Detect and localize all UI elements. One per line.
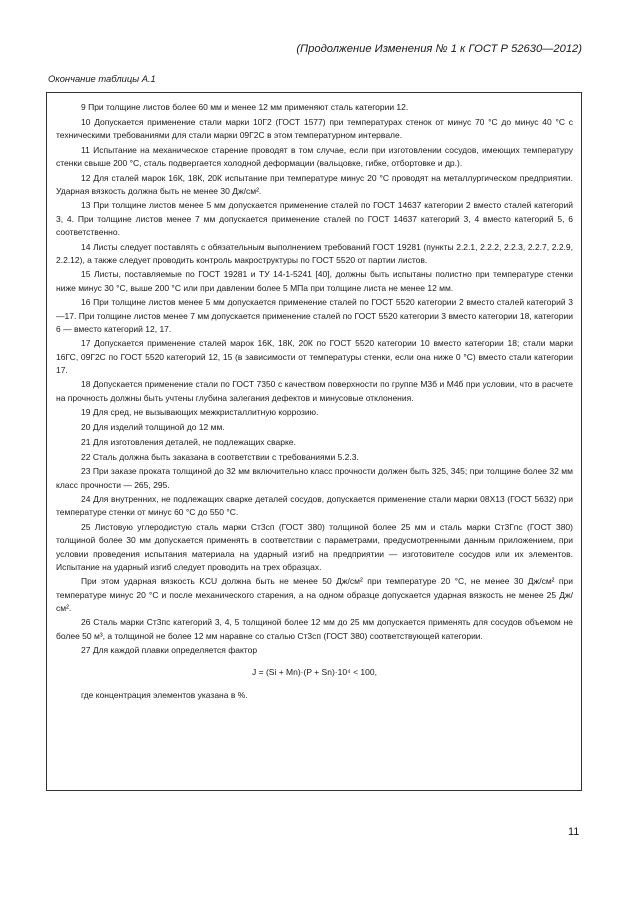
- note-10: 10 Допускается применение стали марки 10Г2 (ГОСТ 1577) при температурах стенок от минус 70 °С до минус 40 °С с техническими требованиями для стали марки 09Г2С в этом температурном интервале.: [56, 116, 573, 140]
- note-18: 18 Допускается применение стали по ГОСТ 7350 с качеством поверхности по группе М3б и М4б при условии, что в расчете на прочность должны быть учтены глубина залегания дефектов и минусовые отклонения.: [56, 379, 573, 403]
- notes-body: [56, 101, 573, 703]
- note-22: 22 Сталь должна быть заказана в соответствии с требованиями 5.2.3.: [81, 451, 359, 462]
- table-caption: Окончание таблицы А.1: [48, 73, 156, 84]
- note-21: 21 Для изготовления деталей, не подлежащих сварке.: [81, 436, 296, 447]
- note-25-continued: При этом ударная вязкость KCU должна быть не менее 50 Дж/см² при температуре 20 °С, не менее 30 Дж/см² при температуре минус 20 °С и после механического старения, а на одном образце допускается ударная вязкость не менее 25 Дж/см².: [56, 576, 573, 613]
- note-27: 27 Для каждой плавки определяется фактор: [81, 645, 258, 656]
- formula: J = (Si + Mn)·(P + Sn)·10⁴ < 100,: [252, 666, 377, 677]
- note-16: 16 При толщине листов менее 5 мм допускается применение сталей по ГОСТ 5520 категории 2 вместо сталей категорий 3—17. При толщине листов менее 7 мм допускается применение сталей по ГОСТ 5520 категории 3 вместо категории 18, категории 6 — вместо категорий 12, 17.: [56, 297, 573, 334]
- note-15: 15 Листы, поставляемые по ГОСТ 19281 и ТУ 14-1-5241 [40], должны быть испытаны полистно при температуре стенки ниже минус 30 °С, выше 200 °С или при давлении более 5 МПа при толщине листа не менее 12 мм.: [56, 269, 573, 293]
- note-17: 17 Допускается применение сталей марок 16К, 18К, 20К по ГОСТ 5520 категории 10 вместо категории 18; стали марки 16ГС, 09Г2С по ГОСТ 5520 категорий 12, 15 (в зависимости от температуры стенки, если она ниже 0 °С) вместо стали категории 17.: [56, 338, 573, 375]
- note-11: 11 Испытание на механическое старение проводят в том случае, если при изготовлении сосудов, имеющих температуру стенки свыше 200 °С, сталь подвергается холодной деформации (вальцовке, гибке, отбортовке и др.).: [56, 144, 573, 168]
- note-24: 24 Для внутренних, не подлежащих сварке деталей сосудов, допускается применение стали марки 08Х13 (ГОСТ 5632) при температуре стенки от минус 60 °С до 550 °С.: [56, 494, 573, 518]
- formula-note: где концентрация элементов указана в %.: [81, 689, 248, 700]
- page-header: (Продолжение Изменения № 1 к ГОСТ Р 52630—2012): [296, 43, 582, 55]
- note-12: 12 Для сталей марок 16К, 18К, 20К испытание при температуре минус 20 °С проводят на металлургическом предприятии. Ударная вязкость должна быть не менее 30 Дж/см².: [56, 172, 573, 196]
- note-13: 13 При толщине листов менее 5 мм допускается применение сталей по ГОСТ 14637 категории 2 вместо сталей категорий 3, 4. При толщине листов менее 7 мм допускается применение сталей по ГОСТ 14637 категорий 3, 4 вместо категорий 5, 6 соответственно.: [56, 200, 573, 237]
- note-23: 23 При заказе проката толщиной до 32 мм включительно класс прочности должен быть 325, 345; при толщине более 32 мм класс прочности — 265, 295.: [56, 466, 573, 490]
- note-26: 26 Сталь марки Ст3пс категорий 3, 4, 5 толщиной более 12 мм до 25 мм допускается применять для сосудов объемом не более 50 м³, а толщиной не более 12 мм наравне со сталью Ст3сп (ГОСТ 380) соответствующей категории.: [56, 617, 573, 641]
- note-25: 25 Листовую углеродистую сталь марки Ст3сп (ГОСТ 380) толщиной более 25 мм и сталь марки Ст3Гпс (ГОСТ 380) толщиной более 30 мм допускается применять в соответствии с параметрами, предусмотренными данным приложением, при условии проведения испытания материала на ударный изгиб на предприятии — изготовителе сосудов или их элементов. Испытание на ударный изгиб следует проводить на трех образцах.: [56, 522, 573, 572]
- note-20: 20 Для изделий толщиной до 12 мм.: [81, 422, 225, 433]
- note-14: 14 Листы следует поставлять с обязательным выполнением требований ГОСТ 19281 (пункты 2.2.1, 2.2.2, 2.2.3, 2.2.7, 2.2.9, 2.2.12), а также следует проводить контроль макроструктуры по ГОСТ 5520 от партии листов.: [56, 241, 573, 265]
- note-19: 19 Для сред, не вызывающих межкристаллитную коррозию.: [81, 407, 319, 418]
- note-9: 9 При толщине листов более 60 мм и менее 12 мм применяют сталь категории 12.: [81, 102, 409, 112]
- page-number: 11: [568, 826, 580, 838]
